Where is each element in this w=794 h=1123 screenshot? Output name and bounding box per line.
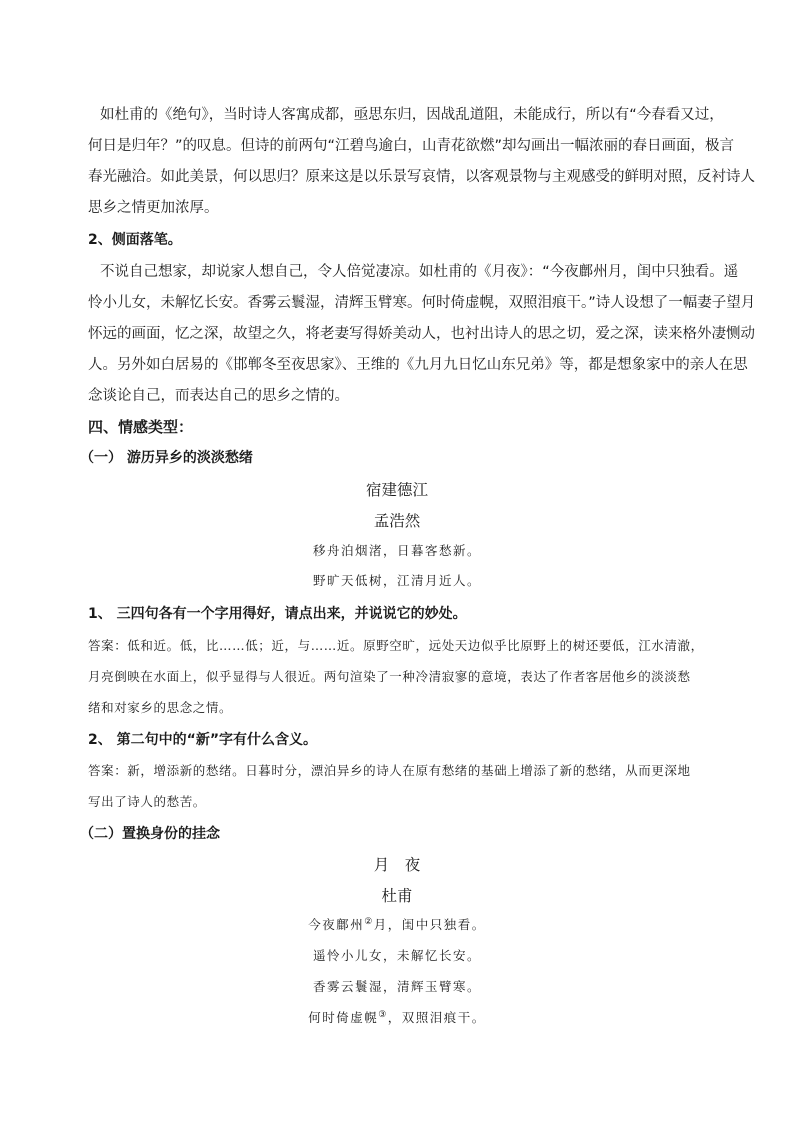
paragraph-line: 怀远的画面，忆之深，故望之久，将老妻写得娇美动人，也衬出诗人的思之切，爱之深，读来格外凄恻动 [88, 326, 755, 342]
poem-line: 遥怜小儿女，未解忆长安。 [312, 948, 481, 963]
answer-line: 答案：新，增添新的愁绪。日暮时分，漂泊异乡的诗人在原有愁绪的基础上增添了新的愁绪，从而更深地 [88, 763, 691, 778]
section-heading: 2、侧面落笔。 [88, 232, 182, 248]
paragraph-line: 不说自己想家，却说家人想自己，令人倍觉凄凉。如杜甫的《月夜》：“今夜鄜州月，闺中只独看。遥 [100, 264, 739, 280]
poem-line-text: 今夜鄜州 [308, 917, 365, 932]
answer-line: 月亮倒映在水面上，似乎显得与人很近。两句渲染了一种冷清寂寥的意境，表达了作者客居他乡的淡淡愁 [88, 669, 691, 684]
poem-line-text: 月，闺中只独看。 [373, 917, 486, 932]
paragraph-line: 怜小儿女，未解忆长安。香雾云鬟湿，清辉玉臂寒。何时倚虚幌，双照泪痕干。”诗人设想了一幅妻子望月 [88, 295, 756, 311]
answer-line: 绪和对家乡的思念之情。 [88, 700, 233, 715]
subsection-heading: （一） 游历异乡的淡淡愁绪 [80, 450, 253, 466]
section-heading: 四、情感类型： [88, 418, 194, 436]
poem-title: 宿建德江 [365, 481, 428, 499]
poem-author: 孟浩然 [373, 512, 421, 530]
poem-line: 香雾云鬟湿，清辉玉臂寒。 [312, 979, 481, 994]
answer-line: 答案：低和近。低，比……低；近，与……近。原野空旷，远处天边似乎比原野上的树还要低，江水清澈， [88, 638, 704, 653]
poem-line [0, 1008, 794, 1026]
answer-line: 写出了诗人的愁苦。 [88, 794, 206, 809]
paragraph-line: 念谈论自己，而表达自己的思乡之情的。 [88, 388, 349, 404]
paragraph-line: 春光融洽。如此美景，何以思归？原来这是以乐景写哀情，以客观景物与主观感受的鲜明对照，反衬诗人 [88, 169, 755, 185]
poem-line: 移舟泊烟渚，日暮客愁新。 [312, 543, 481, 558]
poem-author: 杜甫 [381, 887, 413, 905]
poem-line [0, 915, 794, 933]
paragraph-line: 人。另外如白居易的《邯郸冬至夜思家》、王维的《九月九日忆山东兄弟》等，都是想象家中的亲人在思 [88, 357, 748, 373]
footnote-marker: ② [364, 916, 374, 927]
subsection-heading: （二）置换身份的挂念 [80, 826, 220, 842]
paragraph-line: 如杜甫的《绝句》，当时诗人客寓成都，亟思东归，因战乱道阻，未能成行，所以有“今春看又过， [100, 107, 724, 123]
poem-line-text: ，双照泪痕干。 [387, 1010, 486, 1025]
question: 1、 三四句各有一个字用得好，请点出来，并说说它的妙处。 [88, 606, 467, 622]
poem-title: 月 夜 [373, 856, 421, 874]
poem-line-text: 何时倚虚幌 [308, 1010, 379, 1025]
poem-line: 野旷天低树，江清月近人。 [312, 573, 481, 588]
paragraph-line: 思乡之情更加浓厚。 [88, 200, 219, 216]
footnote-marker: ③ [378, 1009, 388, 1020]
question: 2、 第二句中的“新”字有什么含义。 [88, 732, 318, 748]
paragraph-line: 何日是归年？”的叹息。但诗的前两句“江碧鸟逾白，山青花欲燃”却勾画出一幅浓丽的春日画面，极言 [88, 138, 735, 154]
